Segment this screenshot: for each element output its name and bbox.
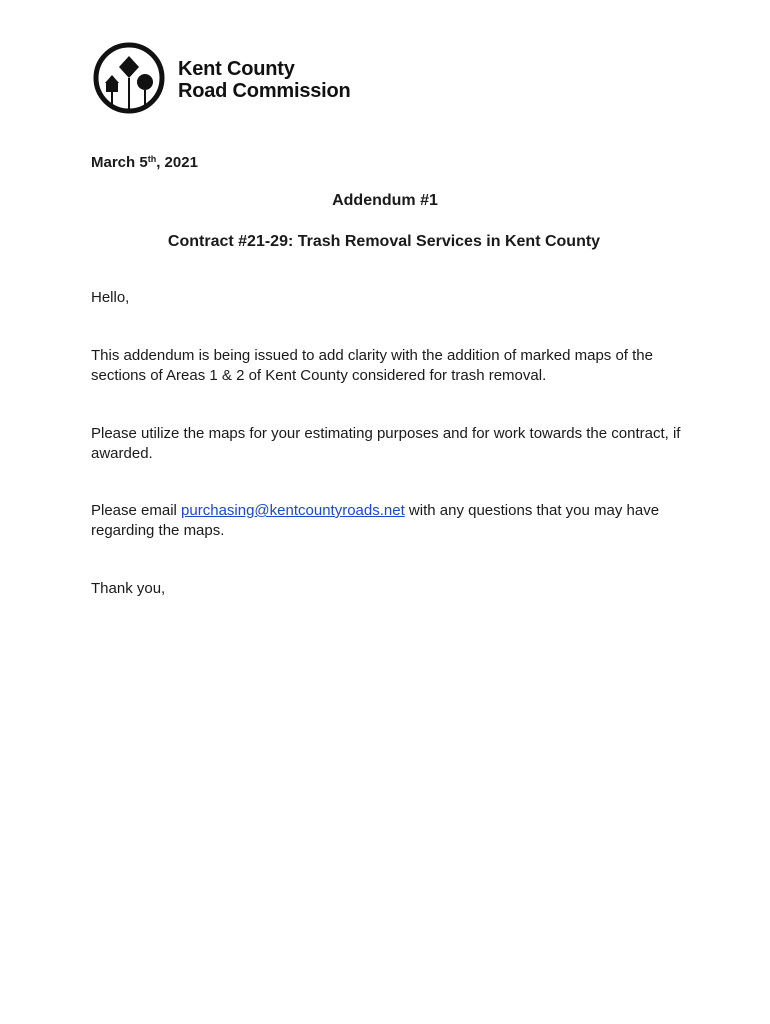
- paragraph3-lead-text: Please email: [91, 502, 182, 519]
- date-ordinal: th: [147, 154, 157, 164]
- paragraph3-trailing-text: with any questions that you may have regarding the maps.: [91, 502, 660, 539]
- body-paragraph-1: This addendum is being issued to add clarity with the addition of marked maps of the sections of Areas 1 & 2 of Kent County considered for trash removal.: [91, 347, 653, 384]
- letter-date: [91, 154, 198, 171]
- letterhead-logo: [92, 40, 382, 120]
- date-month-day: March 5: [91, 154, 148, 171]
- body-paragraph-3: [91, 501, 691, 541]
- greeting: Hello,: [91, 289, 130, 306]
- organization-name-line2: Road Commission: [178, 80, 351, 102]
- organization-name: [178, 58, 351, 102]
- closing: Thank you,: [91, 580, 166, 597]
- contract-title: Contract #21-29: Trash Removal Services in Kent County: [167, 233, 601, 250]
- addendum-title: Addendum #1: [332, 192, 438, 209]
- organization-name-line1: Kent County: [178, 58, 295, 80]
- kcrc-emblem-icon: [92, 40, 172, 120]
- date-year: , 2021: [156, 154, 198, 171]
- body-paragraph-2: Please utilize the maps for your estimating purposes and for work towards the contract, if awarded.: [91, 425, 681, 462]
- purchasing-email-link[interactable]: purchasing@kentcountyroads.net: [181, 502, 405, 519]
